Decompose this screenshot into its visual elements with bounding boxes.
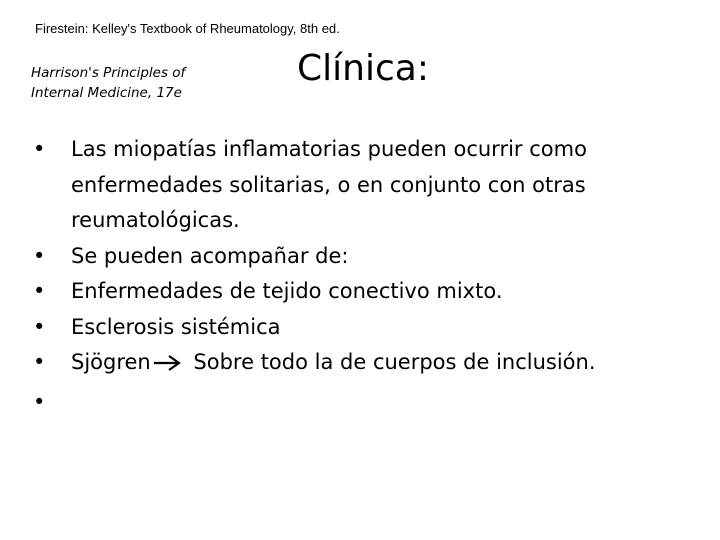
arrow-right-icon bbox=[153, 349, 183, 385]
bullet-dot: • bbox=[33, 314, 46, 339]
bullet-text: Se pueden acompañar de: bbox=[71, 243, 349, 268]
bullet-text: Enfermedades de tejido conectivo mixto. bbox=[71, 279, 503, 303]
bullet-dot: • bbox=[33, 350, 46, 374]
bullet-item bbox=[33, 310, 703, 346]
source-citation-left: Harrison's Principles of Internal Medicine, 17e bbox=[31, 65, 186, 101]
bullet-item bbox=[33, 345, 703, 385]
bullet-dot: • bbox=[33, 279, 46, 303]
source-citation-top: Firestein: Kelley's Textbook of Rheumatology, 8th ed. bbox=[35, 21, 340, 36]
bullet-item bbox=[33, 385, 703, 421]
bullet-list bbox=[33, 132, 703, 420]
bullet-item bbox=[33, 239, 703, 275]
bullet-text: Las miopatías inflamatorias pueden ocurrir como enfermedades solitarias, o en conjunto con otras reumatológicas. bbox=[71, 137, 587, 232]
bullet-dot: • bbox=[33, 389, 46, 414]
bullet-text: Esclerosis sistémica bbox=[71, 314, 281, 339]
bullet-prefix: Sjögren bbox=[71, 350, 151, 374]
bullet-item bbox=[33, 274, 703, 310]
bullet-item bbox=[33, 132, 703, 239]
bullet-text: Sobre todo la de cuerpos de inclusión. bbox=[186, 350, 596, 374]
slide-title: Clínica: bbox=[297, 48, 429, 89]
bullet-dot: • bbox=[33, 243, 46, 268]
bullet-dot: • bbox=[33, 137, 46, 161]
